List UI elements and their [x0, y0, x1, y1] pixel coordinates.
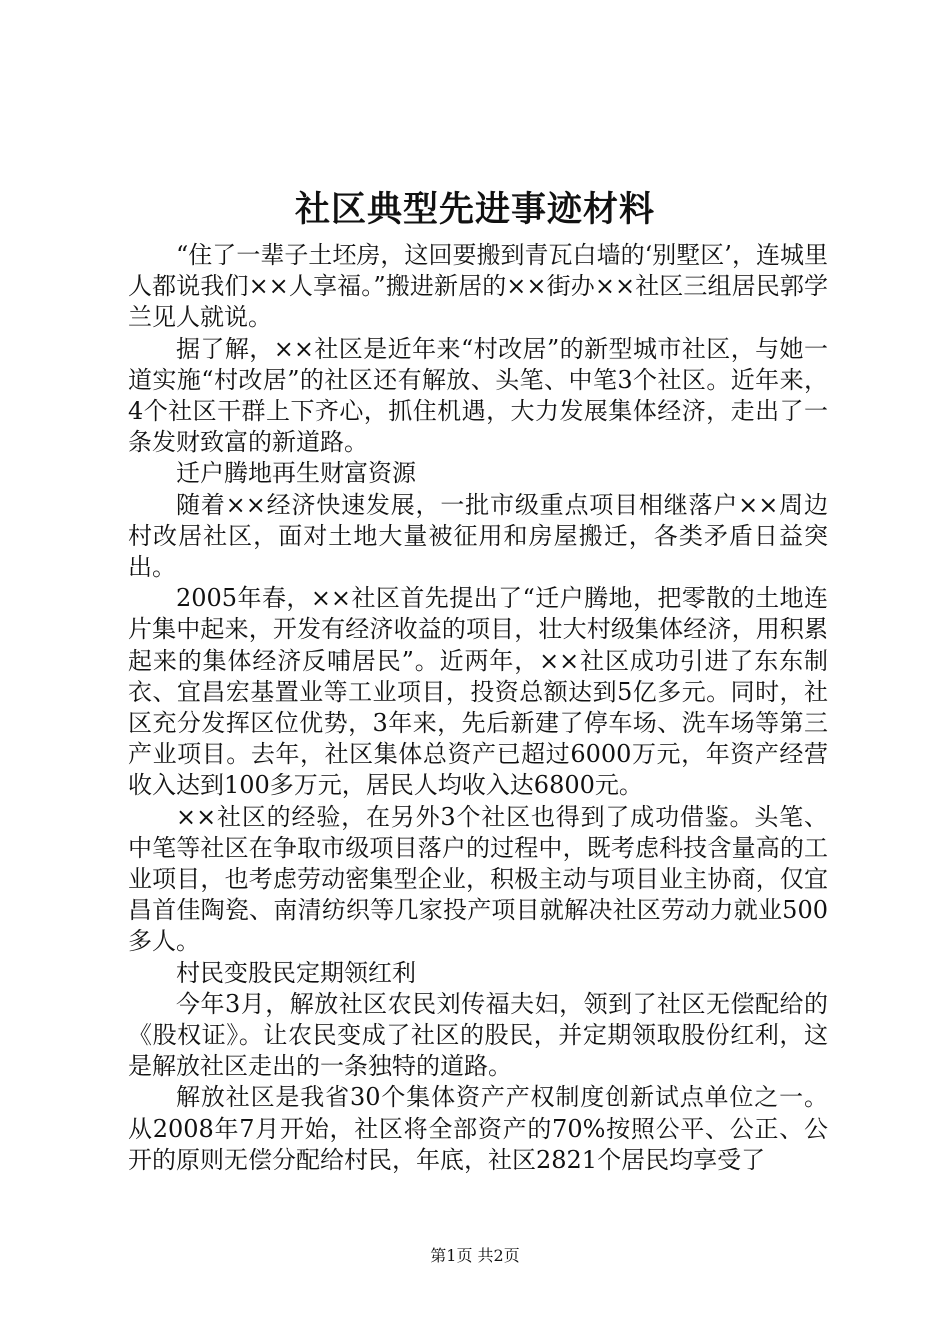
- paragraph: “住了一辈子土坯房，这回要搬到青瓦白墙的‘别墅区’，连城里人都说我们××人享福。”搬进新居的××街办××社区三组居民郭学兰见人就说。: [128, 241, 828, 332]
- section-heading: 村民变股民定期领红利: [176, 958, 416, 987]
- paragraph: ××社区的经验，在另外3个社区也得到了成功借鉴。头笔、中笔等社区在争取市级项目落户的过程中，既考虑科技含量高的工业项目，也考虑劳动密集型企业，积极主动与项目业主协商，仅宜昌首佳陶瓷、南清纺织等几家投产项目就解决社区劳动力就业500多人。: [128, 802, 828, 956]
- paragraph: 今年3月，解放社区农民刘传福夫妇，领到了社区无偿配给的《股权证》。让农民变成了社区的股民，并定期领取股份红利，这是解放社区走出的一条独特的道路。: [128, 989, 828, 1081]
- document-body: [128, 240, 828, 1176]
- paragraph: 随着××经济快速发展，一批市级重点项目相继落户××周边村改居社区，面对土地大量被征用和房屋搬迁，各类矛盾日益突出。: [128, 490, 828, 582]
- paragraph: 解放社区是我省30个集体资产产权制度创新试点单位之一。从2008年7月开始，社区将全部资产的70%按照公平、公正、公开的原则无偿分配给村民，年底，社区2821个居民均享受了: [128, 1083, 828, 1174]
- paragraph: 据了解，××社区是近年来“村改居”的新型城市社区，与她一道实施“村改居”的社区还有解放、头笔、中笔3个社区。近年来，4个社区干群上下齐心，抓住机遇，大力发展集体经济，走出了一条发财致富的新道路。: [128, 334, 828, 457]
- section-heading: 迁户腾地再生财富资源: [176, 459, 416, 488]
- document-title: 社区典型先进事迹材料: [294, 189, 655, 230]
- page-number-footer: 第1页 共2页: [430, 1246, 520, 1265]
- paragraph: 2005年春，××社区首先提出了“迁户腾地，把零散的土地连片集中起来，开发有经济收益的项目，壮大村级集体经济，用积累起来的集体经济反哺居民”。近两年，××社区成功引进了东东制衣、宜昌宏基置业等工业项目，投资总额达到5亿多元。同时，社区充分发挥区位优势，3年来，先后新建了停车场、洗车场等第三产业项目。去年，社区集体总资产已超过6000万元，年资产经营收入达到100多万元，居民人均收入达6800元。: [128, 584, 828, 800]
